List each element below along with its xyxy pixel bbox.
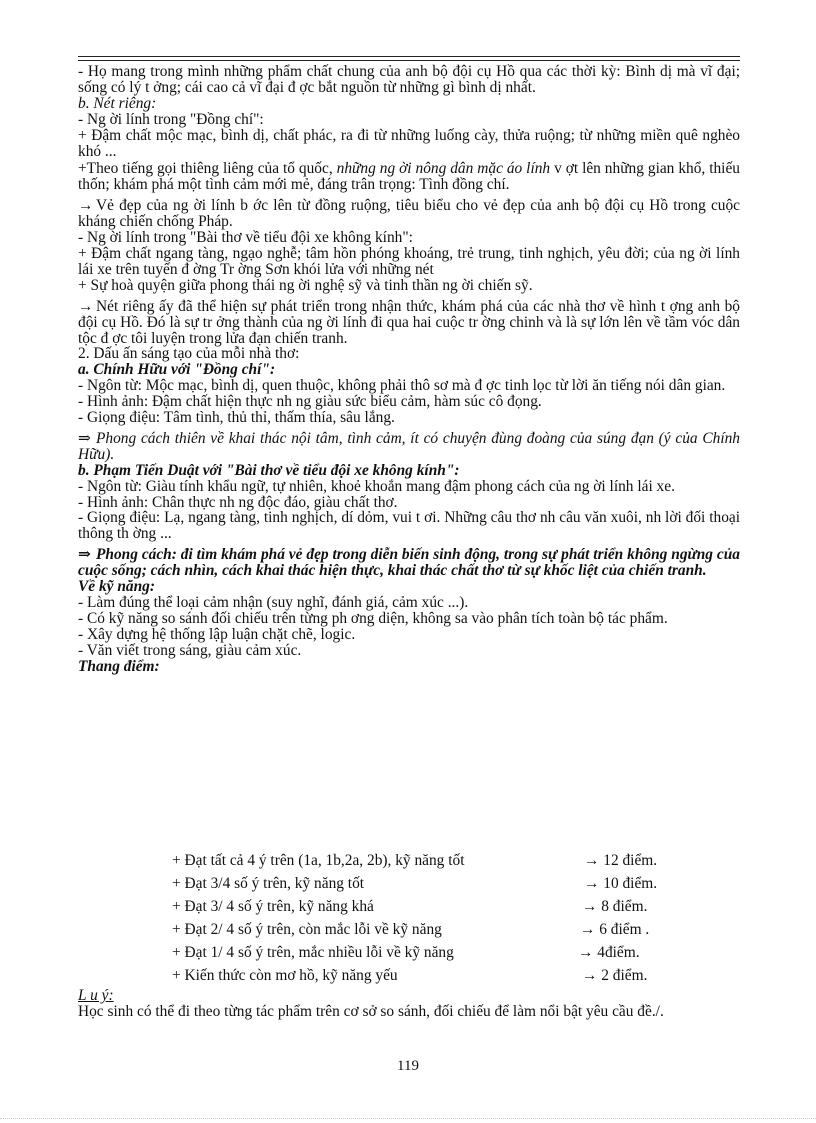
paragraph [78, 299, 740, 347]
paragraph: + Sự hoà quyện giữa phong thái ng ời nghệ sỹ và tinh thần ng ời chiến sỹ. [78, 276, 533, 294]
paragraph [78, 198, 740, 230]
note-section [78, 988, 740, 1020]
paragraph: - Làm đúng thể loại cảm nhận (suy nghĩ, đánh giá, cảm xúc ...). [78, 594, 469, 611]
grading-criterion: + Đạt tất cả 4 ý trên (1a, 1b,2a, 2b), kỹ năng tốt [172, 852, 465, 869]
note-label: L u ý: [78, 987, 114, 1004]
grading-score: 2 điểm. [601, 967, 648, 984]
paragraph: - Ngôn từ: Mộc mạc, bình dị, quen thuộc, không phải thô sơ mà đ ợc tinh lọc từ lời ăn tiếng nói dân gian. [78, 377, 726, 395]
paragraph: - Ngôn từ: Giàu tính khẩu ngữ, tự nhiên, khoẻ khoắn mang đậm phong cách của ng ời lính lái xe. [78, 477, 675, 495]
arrow-icon: → [584, 852, 600, 869]
note-text: Học sinh có thể đi theo từng tác phẩm trên cơ sở so sánh, đối chiếu để làm nổi bật yêu cầu đề./. [78, 1002, 664, 1020]
paragraph: - Giọng điệu: Tâm tình, thủ thỉ, thấm thía, sâu lắng. [78, 409, 395, 427]
grading-score: 12 điểm. [603, 852, 658, 869]
grading-result [582, 898, 647, 916]
text-run: v ợt lên những gian khổ, thiếu thốn; khám phá một tình cảm mới mẻ, đáng trân trọng: Tình đồng chí. [78, 160, 740, 194]
grading-criterion: + Đạt 1/ 4 số ý trên, mắc nhiều lỗi về kỹ năng [172, 944, 454, 961]
paragraph: + Đậm chất ngang tàng, ngạo nghễ; tâm hồn phóng khoáng, trẻ trung, tinh nghịch, yêu đời; của ng ời lính lái xe trên tuyến đ ờng Tr ờng Sơn khói lửa với những nét [78, 244, 740, 278]
grading-result [584, 852, 657, 870]
text-run: +Theo tiếng gọi thiêng liêng của tổ quốc, [78, 160, 337, 178]
page-number: 119 [397, 1058, 419, 1074]
paragraph: - Hình ảnh: Đậm chất hiện thực nh ng giàu sức biểu cảm, hàm súc cô đọng. [78, 393, 542, 411]
grading-heading: Thang điểm: [78, 657, 160, 675]
grading-score: 10 điểm. [603, 875, 658, 892]
paragraph [78, 547, 740, 579]
arrow-icon: → [78, 197, 94, 215]
paragraph: - Họ mang trong mình những phẩm chất chung của anh bộ đội cụ Hồ qua các thời kỳ: Bình dị mà vĩ đại; sống có lý t ởng; cái cao cả vĩ đại đ ợc bắt nguồn từ những gì bình dị nhất. [78, 63, 740, 96]
paragraph: - Ng ời lính trong "Bài thơ về tiểu đội xe không kính": [78, 229, 413, 247]
arrow-icon: → [78, 297, 94, 315]
text-run: Nét riêng ấy đã thể hiện sự phát triển trong nhận thức, khám phá của các nhà thơ về hình t ợng anh bộ đội cụ Hồ. Đó là sự tr ởng thành của ng ời lính đi qua hai cuộc tr ờng chinh và là sự lớn lên về tầm vóc dân tộc đ ợc tôi luyện trong lửa đạn chiến tranh. [78, 297, 740, 347]
text-run: Phong cách: đi tìm khám phá vẻ đẹp trong diễn biến sinh động, trong sự phát triển không ngừng của cuộc sống; cách nhìn, cách khai thác hiện thực, khai thác chất thơ từ sự khốc liệt của chiến tranh. [78, 546, 740, 580]
arrow-icon: → [582, 967, 598, 984]
grading-criterion: + Kiến thức còn mơ hồ, kỹ năng yếu [172, 967, 398, 984]
arrow-icon: → [584, 875, 600, 892]
double-arrow-icon: ⇒ [78, 429, 91, 447]
header-rule-bottom [78, 60, 740, 61]
grading-result [580, 921, 649, 939]
subheading-b-author: b. Phạm Tiến Duật với "Bài thơ về tiểu đội xe không kính": [78, 461, 460, 479]
double-arrow-icon: ⇒ [78, 546, 91, 564]
grading-score: 8 điểm. [601, 898, 648, 915]
header-rule-top [78, 56, 740, 57]
paragraph [78, 431, 740, 463]
section-heading: 2. Dấu ấn sáng tạo của mỗi nhà thơ: [78, 345, 300, 363]
text-run: Vẻ đẹp của ng ời lính b ớc lên từ đồng ruộng, tiêu biểu cho vẻ đẹp của anh bộ đội cụ Hồ trong cuộc kháng chiến chống Pháp. [78, 197, 740, 231]
arrow-icon: → [580, 921, 596, 938]
paragraph: - Văn viết trong sáng, giàu cảm xúc. [78, 641, 302, 659]
paragraph: - Ng ời lính trong "Đồng chí": [78, 110, 264, 128]
grading-criterion: + Đạt 2/ 4 số ý trên, còn mắc lỗi về kỹ năng [172, 921, 442, 938]
grading-result [582, 967, 647, 985]
grading-result [578, 944, 640, 962]
paragraph [78, 161, 740, 193]
grading-result [584, 875, 657, 893]
subheading-a: a. Chính Hữu với "Đồng chí": [78, 361, 276, 379]
paragraph: - Xây dựng hệ thống lập luận chặt chẽ, logic. [78, 625, 356, 643]
grading-criterion: + Đạt 3/4 số ý trên, kỹ năng tốt [172, 875, 365, 892]
grading-score: 6 điểm . [599, 921, 650, 938]
skills-heading: Về kỹ năng: [78, 578, 155, 596]
footer-divider [0, 1118, 816, 1120]
grading-score: 4điểm. [597, 944, 640, 961]
grading-criterion: + Đạt 3/ 4 số ý trên, kỹ năng khá [172, 898, 374, 915]
paragraph: + Đậm chất mộc mạc, bình dị, chất phác, ra đi từ những luống cày, thửa ruộng; từ những miền quê nghèo khó ... [78, 126, 740, 160]
paragraph: - Có kỹ năng so sánh đối chiếu trên từng ph ơng diện, không sa vào phân tích toàn bộ tác phẩm. [78, 609, 668, 627]
arrow-icon: → [578, 944, 594, 961]
document-body [78, 64, 740, 675]
italic-run: những ng ời nông dân mặc áo lính [336, 160, 551, 178]
subheading-b: b. Nét riêng: [78, 94, 157, 112]
paragraph: - Hình ảnh: Chân thực nh ng độc đáo, giàu chất thơ. [78, 493, 398, 511]
paragraph: - Giọng điệu: Lạ, ngang tàng, tinh nghịch, dí dỏm, vui t ơi. Những câu thơ nh câu văn xuôi, nh lời đối thoại thông th ờng ... [78, 509, 740, 543]
text-run: Phong cách thiên về khai thác nội tâm, tình cảm, ít có chuyện đùng đoàng của súng đạn (ý của Chính Hữu). [78, 429, 740, 463]
arrow-icon: → [582, 898, 598, 915]
